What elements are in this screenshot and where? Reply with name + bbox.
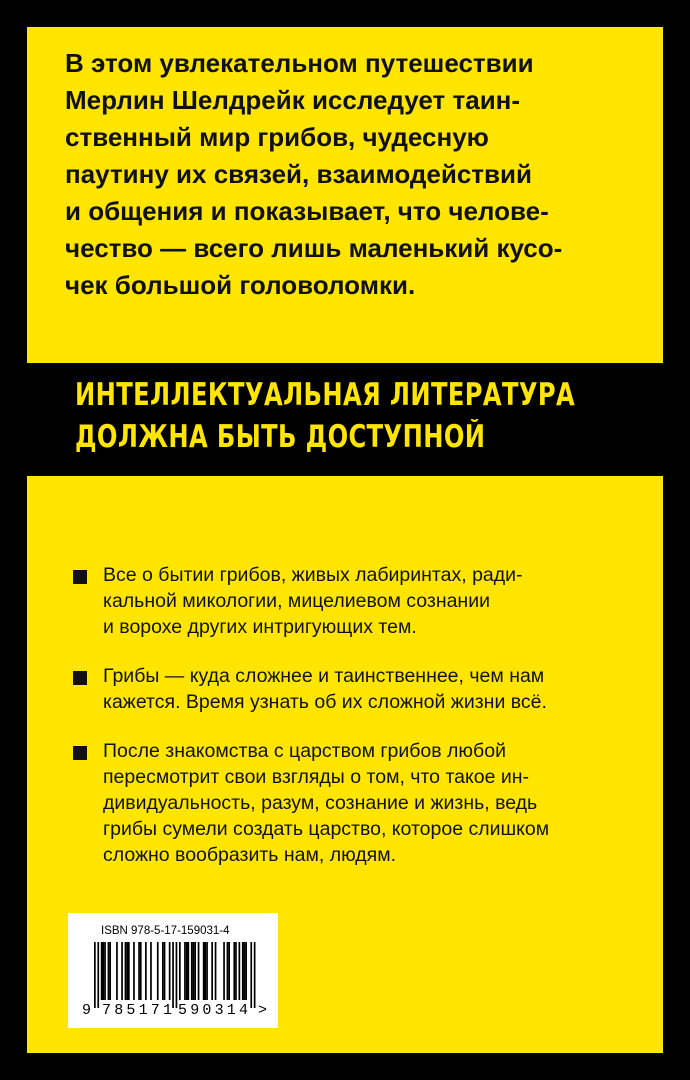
square-bullet-icon xyxy=(73,746,87,760)
feature-item xyxy=(73,663,653,715)
barcode-bar xyxy=(235,942,237,1000)
series-slogan xyxy=(75,374,675,458)
barcode-bar xyxy=(250,942,252,1008)
blurb-line: Мерлин Шелдрейк исследует таин- xyxy=(65,85,521,115)
barcode-bar xyxy=(101,942,103,1000)
barcode-bar xyxy=(169,942,171,1000)
barcode-bar xyxy=(194,942,196,1000)
barcode-bar xyxy=(103,942,105,1000)
barcode-bar xyxy=(205,942,207,1000)
barcode-bar xyxy=(227,942,229,1000)
isbn-label: ISBN 978-5-17-159031-4 xyxy=(101,925,230,937)
feature-line: После знакомства с царством грибов любой xyxy=(103,740,506,762)
blurb-line: и общения и показывает, что челове- xyxy=(65,196,549,226)
isbn-barcode xyxy=(68,913,278,1028)
barcode-bar xyxy=(125,942,127,1000)
barcode-bar xyxy=(211,942,213,1000)
blurb-text xyxy=(65,45,625,304)
barcode-bar xyxy=(244,942,246,1000)
barcode-bar xyxy=(126,942,128,1000)
feature-line: пересмотрит свои взгляды о том, что такое ин- xyxy=(103,766,530,788)
barcode-bar xyxy=(193,942,195,1000)
blurb-line: чество — всего лишь маленький кусо- xyxy=(65,233,563,263)
barcode-bar xyxy=(97,942,99,1008)
feature-line: Все о бытии грибов, живых лабиринтах, ради- xyxy=(103,564,523,586)
barcode-bar xyxy=(108,942,110,1000)
features-panel xyxy=(27,476,663,1053)
blurb-line: чек большой головоломки. xyxy=(65,270,416,300)
barcode-bar xyxy=(203,942,205,1000)
barcode-bar xyxy=(215,942,217,1000)
feature-line: кажется. Время узнать об их сложной жизни всё. xyxy=(103,691,547,713)
feature-line: кальной микологии, мицелиевом сознании xyxy=(103,590,490,612)
barcode-bar xyxy=(104,942,106,1000)
barcode-bar xyxy=(245,942,247,1000)
barcode-bar xyxy=(133,942,135,1000)
barcode-bar xyxy=(121,942,123,1000)
feature-item xyxy=(73,738,653,868)
barcode-bar xyxy=(162,942,164,1000)
barcode-bar xyxy=(254,942,256,1008)
square-bullet-icon xyxy=(73,671,87,685)
barcode-bar xyxy=(233,942,235,1000)
barcode-bar xyxy=(172,942,174,1008)
barcode-bar xyxy=(228,942,230,1000)
barcode-bar xyxy=(188,942,190,1000)
barcode-bar xyxy=(94,942,96,1008)
feature-item xyxy=(73,562,653,640)
barcode-bar xyxy=(157,942,159,1000)
barcode-bar xyxy=(128,942,130,1000)
barcode-bar xyxy=(186,942,188,1000)
barcode-bar xyxy=(239,942,241,1000)
barcode-bar xyxy=(138,942,140,1000)
barcode-bar xyxy=(184,942,186,1000)
feature-line: дивидуальность, разум, сознание и жизнь, ведь xyxy=(103,792,538,814)
barcode-bar xyxy=(206,942,208,1000)
feature-line: грибы сумели создать царство, которое слишком xyxy=(103,818,550,840)
feature-line: и ворохе других интригующих тем. xyxy=(103,616,417,638)
blurb-line: В этом увлекательном путешествии xyxy=(65,48,534,78)
feature-list xyxy=(73,562,653,891)
barcode-bar xyxy=(176,942,178,1008)
barcode-bar xyxy=(191,942,193,1000)
slogan-line: ИНТЕЛЛЕКТУАЛЬНАЯ ЛИТЕРАТУРА xyxy=(75,377,576,413)
barcode-bar xyxy=(198,942,200,1000)
blurb-line: ственный мир грибов, чудесную xyxy=(65,122,489,152)
feature-line: сложно вообразить нам, людям. xyxy=(103,844,397,866)
barcode-quiet-mark: > xyxy=(258,1002,268,1019)
barcode-first-digit: 9 xyxy=(82,1002,92,1019)
barcode-bar xyxy=(223,942,225,1000)
barcode-bar xyxy=(109,942,111,1000)
barcode-bar xyxy=(140,942,142,1000)
blurb-panel xyxy=(27,27,663,363)
barcode-bar xyxy=(242,942,244,1000)
barcode-bar xyxy=(116,942,118,1000)
blurb-line: паутину их связей, взаимодействий xyxy=(65,159,532,189)
barcode-bar xyxy=(150,942,152,1000)
barcode-bar xyxy=(145,942,147,1000)
barcode-right-digits: 590314 xyxy=(178,1002,252,1019)
slogan-line: ДОЛЖНА БЫТЬ ДОСТУПНОЙ xyxy=(75,419,486,455)
feature-line: Грибы — куда сложнее и таинственнее, чем нам xyxy=(103,665,545,687)
barcode-bar xyxy=(164,942,166,1000)
barcode-left-digits: 785171 xyxy=(102,1002,176,1019)
barcode-bar xyxy=(179,942,181,1000)
square-bullet-icon xyxy=(73,570,87,584)
